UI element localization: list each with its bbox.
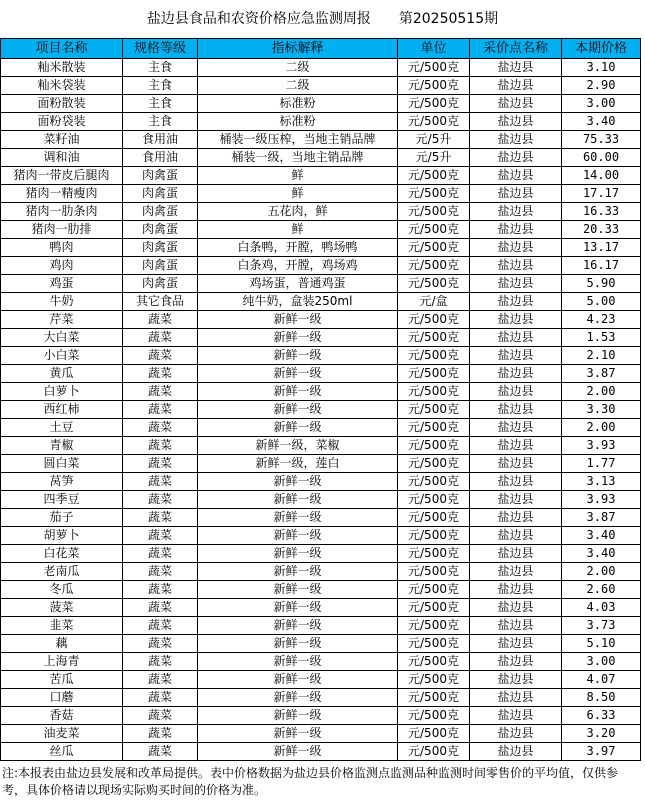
table-row [1, 59, 641, 77]
cell-unit: 元/500克 [398, 707, 470, 725]
cell-item-name: 面粉袋装 [1, 113, 123, 131]
cell-item-name: 牛奶 [1, 293, 123, 311]
header-unit: 单位 [398, 39, 470, 59]
cell-current-price: 2.10 [562, 347, 641, 365]
cell-spec-grade: 蔬菜 [123, 545, 198, 563]
table-row [1, 653, 641, 671]
cell-unit: 元/500克 [398, 275, 470, 293]
cell-current-price: 3.93 [562, 437, 641, 455]
table-row [1, 581, 641, 599]
cell-unit: 元/500克 [398, 401, 470, 419]
table-row [1, 635, 641, 653]
cell-unit: 元/500克 [398, 743, 470, 761]
cell-indicator: 鲜 [198, 221, 398, 239]
cell-item-name: 鸭肉 [1, 239, 123, 257]
cell-indicator: 标准粉 [198, 113, 398, 131]
cell-collection-point: 盐边县 [470, 77, 562, 95]
cell-collection-point: 盐边县 [470, 293, 562, 311]
cell-collection-point: 盐边县 [470, 581, 562, 599]
cell-unit: 元/500克 [398, 617, 470, 635]
cell-current-price: 16.17 [562, 257, 641, 275]
cell-collection-point: 盐边县 [470, 599, 562, 617]
cell-collection-point: 盐边县 [470, 491, 562, 509]
cell-current-price: 3.40 [562, 527, 641, 545]
cell-indicator: 鸡场蛋，普通鸡蛋 [198, 275, 398, 293]
cell-unit: 元/500克 [398, 545, 470, 563]
cell-current-price: 8.50 [562, 689, 641, 707]
table-row [1, 527, 641, 545]
table-row [1, 401, 641, 419]
cell-item-name: 圆白菜 [1, 455, 123, 473]
cell-unit: 元/500克 [398, 77, 470, 95]
table-row [1, 455, 641, 473]
table-row [1, 167, 641, 185]
cell-spec-grade: 蔬菜 [123, 347, 198, 365]
header-row [1, 39, 641, 59]
cell-indicator: 新鲜一级 [198, 311, 398, 329]
cell-item-name: 猪肉一肋条肉 [1, 203, 123, 221]
cell-spec-grade: 蔬菜 [123, 419, 198, 437]
cell-item-name: 口蘑 [1, 689, 123, 707]
cell-unit: 元/500克 [398, 725, 470, 743]
table-row [1, 347, 641, 365]
cell-unit: 元/500克 [398, 419, 470, 437]
cell-current-price: 3.10 [562, 59, 641, 77]
table-row [1, 113, 641, 131]
table-row [1, 311, 641, 329]
cell-unit: 元/500克 [398, 203, 470, 221]
cell-unit: 元/500克 [398, 671, 470, 689]
cell-unit: 元/500克 [398, 491, 470, 509]
cell-spec-grade: 主食 [123, 59, 198, 77]
cell-collection-point: 盐边县 [470, 383, 562, 401]
cell-indicator: 新鲜一级 [198, 329, 398, 347]
cell-indicator: 新鲜一级 [198, 419, 398, 437]
cell-indicator: 新鲜一级 [198, 581, 398, 599]
cell-collection-point: 盐边县 [470, 455, 562, 473]
cell-spec-grade: 蔬菜 [123, 311, 198, 329]
cell-unit: 元/500克 [398, 527, 470, 545]
cell-collection-point: 盐边县 [470, 509, 562, 527]
cell-spec-grade: 蔬菜 [123, 671, 198, 689]
cell-spec-grade: 蔬菜 [123, 743, 198, 761]
cell-indicator: 白条鸭，开膛，鸭场鸭 [198, 239, 398, 257]
cell-unit: 元/500克 [398, 257, 470, 275]
cell-current-price: 3.20 [562, 725, 641, 743]
cell-current-price: 17.17 [562, 185, 641, 203]
cell-current-price: 2.00 [562, 563, 641, 581]
cell-unit: 元/500克 [398, 581, 470, 599]
cell-current-price: 16.33 [562, 203, 641, 221]
cell-item-name: 土豆 [1, 419, 123, 437]
cell-unit: 元/500克 [398, 689, 470, 707]
cell-indicator: 白条鸡，开膛，鸡场鸡 [198, 257, 398, 275]
cell-item-name: 香菇 [1, 707, 123, 725]
cell-current-price: 13.17 [562, 239, 641, 257]
cell-current-price: 5.10 [562, 635, 641, 653]
table-row [1, 563, 641, 581]
cell-spec-grade: 蔬菜 [123, 455, 198, 473]
table-row [1, 617, 641, 635]
cell-spec-grade: 蔬菜 [123, 581, 198, 599]
table-row [1, 383, 641, 401]
cell-indicator: 新鲜一级 [198, 365, 398, 383]
cell-item-name: 油麦菜 [1, 725, 123, 743]
cell-current-price: 75.33 [562, 131, 641, 149]
cell-spec-grade: 肉禽蛋 [123, 257, 198, 275]
cell-indicator: 新鲜一级 [198, 509, 398, 527]
cell-current-price: 3.73 [562, 617, 641, 635]
cell-item-name: 韭菜 [1, 617, 123, 635]
cell-indicator: 新鲜一级 [198, 617, 398, 635]
cell-spec-grade: 蔬菜 [123, 725, 198, 743]
cell-current-price: 2.00 [562, 419, 641, 437]
cell-item-name: 猪肉一肋排 [1, 221, 123, 239]
cell-item-name: 白萝卜 [1, 383, 123, 401]
cell-item-name: 四季豆 [1, 491, 123, 509]
cell-collection-point: 盐边县 [470, 95, 562, 113]
header-collection-point: 采价点名称 [470, 39, 562, 59]
cell-indicator: 新鲜一级 [198, 743, 398, 761]
cell-indicator: 纯牛奶，盒装250ml [198, 293, 398, 311]
cell-indicator: 鲜 [198, 167, 398, 185]
cell-indicator: 新鲜一级，菜椒 [198, 437, 398, 455]
cell-spec-grade: 蔬菜 [123, 365, 198, 383]
cell-collection-point: 盐边县 [470, 437, 562, 455]
header-spec-grade: 规格等级 [123, 39, 198, 59]
cell-indicator: 新鲜一级 [198, 671, 398, 689]
cell-indicator: 二级 [198, 59, 398, 77]
cell-unit: 元/500克 [398, 221, 470, 239]
cell-unit: 元/500克 [398, 383, 470, 401]
cell-spec-grade: 蔬菜 [123, 401, 198, 419]
cell-item-name: 上海青 [1, 653, 123, 671]
cell-unit: 元/500克 [398, 329, 470, 347]
cell-unit: 元/500克 [398, 365, 470, 383]
cell-item-name: 藕 [1, 635, 123, 653]
cell-collection-point: 盐边县 [470, 635, 562, 653]
table-row [1, 95, 641, 113]
cell-spec-grade: 蔬菜 [123, 617, 198, 635]
cell-item-name: 西红柿 [1, 401, 123, 419]
cell-indicator: 新鲜一级 [198, 563, 398, 581]
cell-current-price: 1.77 [562, 455, 641, 473]
cell-collection-point: 盐边县 [470, 527, 562, 545]
cell-item-name: 青椒 [1, 437, 123, 455]
cell-indicator: 新鲜一级 [198, 401, 398, 419]
cell-unit: 元/500克 [398, 455, 470, 473]
cell-indicator: 桶装一级压榨，当地主销品牌 [198, 131, 398, 149]
cell-indicator: 新鲜一级 [198, 473, 398, 491]
header-indicator: 指标解释 [198, 39, 398, 59]
cell-spec-grade: 蔬菜 [123, 653, 198, 671]
cell-item-name: 老南瓜 [1, 563, 123, 581]
cell-unit: 元/500克 [398, 167, 470, 185]
cell-current-price: 5.00 [562, 293, 641, 311]
cell-current-price: 5.90 [562, 275, 641, 293]
table-row [1, 437, 641, 455]
cell-spec-grade: 食用油 [123, 149, 198, 167]
cell-collection-point: 盐边县 [470, 347, 562, 365]
cell-current-price: 3.87 [562, 509, 641, 527]
cell-current-price: 2.00 [562, 383, 641, 401]
table-row [1, 365, 641, 383]
table-row [1, 185, 641, 203]
cell-item-name: 芹菜 [1, 311, 123, 329]
cell-collection-point: 盐边县 [470, 239, 562, 257]
cell-indicator: 新鲜一级 [198, 383, 398, 401]
cell-item-name: 小白菜 [1, 347, 123, 365]
cell-collection-point: 盐边县 [470, 653, 562, 671]
cell-spec-grade: 肉禽蛋 [123, 221, 198, 239]
table-row [1, 149, 641, 167]
cell-collection-point: 盐边县 [470, 563, 562, 581]
cell-item-name: 黄瓜 [1, 365, 123, 383]
cell-unit: 元/500克 [398, 185, 470, 203]
cell-indicator: 桶装一级，当地主销品牌 [198, 149, 398, 167]
cell-indicator: 二级 [198, 77, 398, 95]
cell-item-name: 胡萝卜 [1, 527, 123, 545]
cell-indicator: 新鲜一级 [198, 347, 398, 365]
cell-collection-point: 盐边县 [470, 419, 562, 437]
cell-spec-grade: 蔬菜 [123, 635, 198, 653]
cell-item-name: 籼米散装 [1, 59, 123, 77]
cell-unit: 元/500克 [398, 635, 470, 653]
cell-item-name: 冬瓜 [1, 581, 123, 599]
cell-collection-point: 盐边县 [470, 671, 562, 689]
cell-spec-grade: 蔬菜 [123, 383, 198, 401]
header-current-price: 本期价格 [562, 39, 641, 59]
cell-current-price: 1.53 [562, 329, 641, 347]
cell-indicator: 鲜 [198, 185, 398, 203]
cell-spec-grade: 肉禽蛋 [123, 167, 198, 185]
cell-unit: 元/500克 [398, 437, 470, 455]
cell-item-name: 大白菜 [1, 329, 123, 347]
cell-spec-grade: 蔬菜 [123, 329, 198, 347]
table-row [1, 725, 641, 743]
cell-spec-grade: 蔬菜 [123, 437, 198, 455]
cell-unit: 元/500克 [398, 113, 470, 131]
cell-spec-grade: 主食 [123, 95, 198, 113]
cell-current-price: 4.07 [562, 671, 641, 689]
cell-collection-point: 盐边县 [470, 149, 562, 167]
table-row [1, 599, 641, 617]
cell-spec-grade: 蔬菜 [123, 707, 198, 725]
price-table [0, 38, 641, 761]
table-header [1, 39, 641, 59]
cell-item-name: 鸡肉 [1, 257, 123, 275]
cell-collection-point: 盐边县 [470, 257, 562, 275]
cell-current-price: 2.60 [562, 581, 641, 599]
cell-collection-point: 盐边县 [470, 185, 562, 203]
cell-indicator: 新鲜一级，莲白 [198, 455, 398, 473]
cell-spec-grade: 主食 [123, 77, 198, 95]
cell-indicator: 标准粉 [198, 95, 398, 113]
cell-spec-grade: 蔬菜 [123, 473, 198, 491]
cell-current-price: 3.30 [562, 401, 641, 419]
table-row [1, 689, 641, 707]
cell-spec-grade: 肉禽蛋 [123, 275, 198, 293]
table-row [1, 329, 641, 347]
cell-item-name: 调和油 [1, 149, 123, 167]
table-row [1, 221, 641, 239]
cell-collection-point: 盐边县 [470, 545, 562, 563]
cell-item-name: 鸡蛋 [1, 275, 123, 293]
cell-item-name: 莴笋 [1, 473, 123, 491]
cell-unit: 元/盒 [398, 293, 470, 311]
cell-indicator: 新鲜一级 [198, 545, 398, 563]
cell-item-name: 苦瓜 [1, 671, 123, 689]
cell-indicator: 新鲜一级 [198, 491, 398, 509]
cell-collection-point: 盐边县 [470, 725, 562, 743]
cell-indicator: 五花肉，鲜 [198, 203, 398, 221]
cell-collection-point: 盐边县 [470, 689, 562, 707]
cell-collection-point: 盐边县 [470, 131, 562, 149]
cell-item-name: 籼米袋装 [1, 77, 123, 95]
table-row [1, 545, 641, 563]
cell-spec-grade: 主食 [123, 113, 198, 131]
cell-current-price: 3.13 [562, 473, 641, 491]
cell-spec-grade: 蔬菜 [123, 689, 198, 707]
cell-indicator: 新鲜一级 [198, 653, 398, 671]
cell-collection-point: 盐边县 [470, 401, 562, 419]
cell-spec-grade: 蔬菜 [123, 527, 198, 545]
cell-spec-grade: 肉禽蛋 [123, 185, 198, 203]
table-row [1, 257, 641, 275]
cell-unit: 元/500克 [398, 59, 470, 77]
cell-current-price: 2.90 [562, 77, 641, 95]
footnote: 注:本报表由盐边县发展和改革局提供。表中价格数据为盐边县价格监测点监测品种监测时间零售价的平均值，仅供参考，具体价格请以现场实际购买时间的价格为准。 [2, 766, 619, 797]
cell-collection-point: 盐边县 [470, 311, 562, 329]
cell-current-price: 6.33 [562, 707, 641, 725]
cell-indicator: 新鲜一级 [198, 725, 398, 743]
cell-unit: 元/500克 [398, 311, 470, 329]
cell-current-price: 20.33 [562, 221, 641, 239]
cell-current-price: 3.40 [562, 545, 641, 563]
table-row [1, 203, 641, 221]
table-row [1, 419, 641, 437]
cell-current-price: 3.40 [562, 113, 641, 131]
cell-spec-grade: 蔬菜 [123, 599, 198, 617]
cell-collection-point: 盐边县 [470, 743, 562, 761]
cell-unit: 元/5升 [398, 131, 470, 149]
table-row [1, 491, 641, 509]
header-item-name: 项目名称 [1, 39, 123, 59]
cell-unit: 元/500克 [398, 239, 470, 257]
cell-current-price: 60.00 [562, 149, 641, 167]
table-row [1, 743, 641, 761]
cell-current-price: 14.00 [562, 167, 641, 185]
cell-item-name: 菠菜 [1, 599, 123, 617]
cell-indicator: 新鲜一级 [198, 689, 398, 707]
cell-current-price: 3.97 [562, 743, 641, 761]
cell-collection-point: 盐边县 [470, 275, 562, 293]
cell-item-name: 面粉散装 [1, 95, 123, 113]
cell-collection-point: 盐边县 [470, 473, 562, 491]
cell-unit: 元/500克 [398, 473, 470, 491]
cell-indicator: 新鲜一级 [198, 707, 398, 725]
cell-indicator: 新鲜一级 [198, 599, 398, 617]
cell-unit: 元/500克 [398, 599, 470, 617]
cell-item-name: 丝瓜 [1, 743, 123, 761]
cell-current-price: 3.93 [562, 491, 641, 509]
cell-spec-grade: 肉禽蛋 [123, 203, 198, 221]
cell-collection-point: 盐边县 [470, 59, 562, 77]
cell-collection-point: 盐边县 [470, 203, 562, 221]
cell-collection-point: 盐边县 [470, 617, 562, 635]
cell-current-price: 3.00 [562, 653, 641, 671]
cell-item-name: 茄子 [1, 509, 123, 527]
cell-spec-grade: 肉禽蛋 [123, 239, 198, 257]
cell-unit: 元/500克 [398, 653, 470, 671]
cell-item-name: 猪肉一带皮后腿肉 [1, 167, 123, 185]
cell-unit: 元/5升 [398, 149, 470, 167]
table-row [1, 275, 641, 293]
cell-current-price: 4.03 [562, 599, 641, 617]
table-body [1, 59, 641, 761]
cell-unit: 元/500克 [398, 563, 470, 581]
cell-indicator: 新鲜一级 [198, 527, 398, 545]
cell-indicator: 新鲜一级 [198, 635, 398, 653]
cell-spec-grade: 食用油 [123, 131, 198, 149]
cell-unit: 元/500克 [398, 347, 470, 365]
cell-collection-point: 盐边县 [470, 707, 562, 725]
cell-collection-point: 盐边县 [470, 365, 562, 383]
cell-spec-grade: 蔬菜 [123, 563, 198, 581]
cell-current-price: 3.00 [562, 95, 641, 113]
cell-collection-point: 盐边县 [470, 221, 562, 239]
table-row [1, 509, 641, 527]
table-row [1, 77, 641, 95]
cell-unit: 元/500克 [398, 95, 470, 113]
table-row [1, 293, 641, 311]
report-title: 盐边县食品和农资价格应急监测周报 第20250515期 [146, 11, 499, 27]
table-row [1, 707, 641, 725]
cell-collection-point: 盐边县 [470, 329, 562, 347]
cell-item-name: 菜籽油 [1, 131, 123, 149]
table-row [1, 671, 641, 689]
table-row [1, 473, 641, 491]
cell-spec-grade: 蔬菜 [123, 491, 198, 509]
cell-item-name: 猪肉一精瘦肉 [1, 185, 123, 203]
table-row [1, 239, 641, 257]
cell-current-price: 3.87 [562, 365, 641, 383]
cell-collection-point: 盐边县 [470, 113, 562, 131]
cell-unit: 元/500克 [398, 509, 470, 527]
cell-spec-grade: 蔬菜 [123, 509, 198, 527]
cell-item-name: 白花菜 [1, 545, 123, 563]
cell-current-price: 4.23 [562, 311, 641, 329]
cell-collection-point: 盐边县 [470, 167, 562, 185]
cell-spec-grade: 其它食品 [123, 293, 198, 311]
table-row [1, 131, 641, 149]
